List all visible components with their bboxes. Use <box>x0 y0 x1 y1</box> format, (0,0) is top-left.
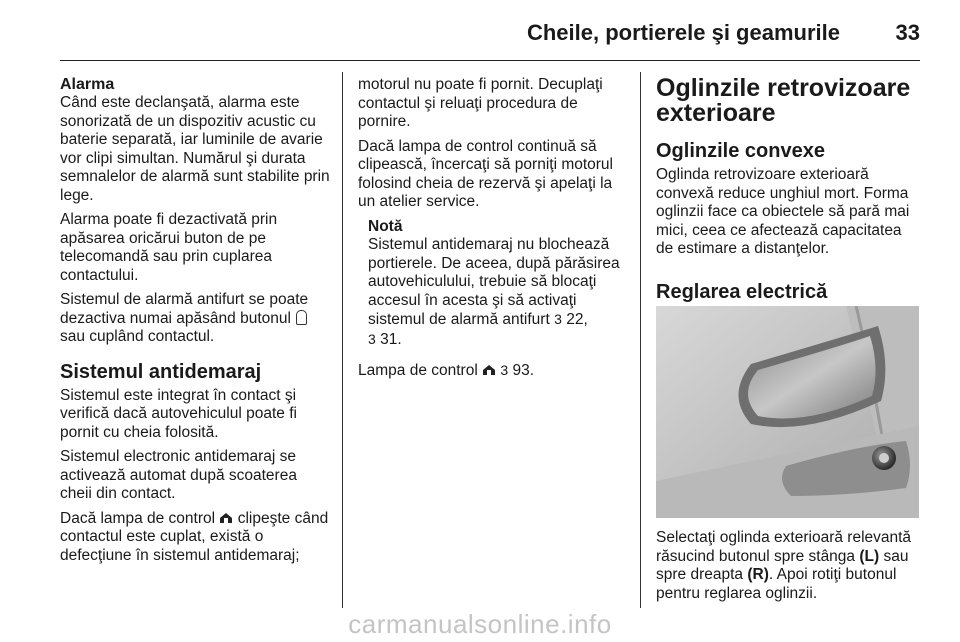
left-key-label: (L) <box>859 547 880 565</box>
mirror-switch-photo <box>656 306 919 518</box>
middle-paragraph-1: motorul nu poate fi pornit. Decuplaţi contactul şi reluaţi procedura de pornire. <box>358 76 603 130</box>
right-column <box>656 76 921 303</box>
convex-mirrors-heading: Oglinzile convexe <box>656 140 825 162</box>
key-button-icon <box>296 310 307 325</box>
caption-part-2: sau spre dreapta <box>656 547 909 583</box>
right-key-label: (R) <box>747 566 769 583</box>
caption-part-1: Selectaţi oglinda exterioară relevantă răsucind butonul spre stânga <box>656 529 912 565</box>
immobiliser-paragraph-3 <box>60 510 332 566</box>
immobiliser-paragraph-3-end: clipeşte când contactul este cuplat, există o defecţiune în sistemul antidemaraj; <box>60 509 329 564</box>
page-ref-93[interactable]: 93. <box>512 362 535 379</box>
ref-arrow-icon: 3 <box>554 311 562 327</box>
page-header <box>60 18 920 58</box>
alarm-heading: Alarma <box>60 76 115 93</box>
page-number: 33 <box>895 20 920 45</box>
alarm-paragraph-1: Când este declanşată, alarma este sonorizată de un dispozitiv acustic cu baterie separată, iar luminile de avarie vor clipi simultan. Numărul şi durata semnalelor de alarmă sunt stabilite prin lege. <box>60 94 330 204</box>
immobiliser-paragraph-3-start: Dacă lampa de control <box>60 509 216 527</box>
page-ref-31[interactable]: 31. <box>380 330 402 348</box>
ref-arrow-icon: 3 <box>500 362 509 378</box>
chapter-title: Cheile, portierele şi geamurile <box>526 20 840 45</box>
note-text: Sistemul antidemaraj nu blochează portierele. De aceea, după părăsirea autovehiculului, trebuie să blocaţi accesul în acesta şi să activaţi sistemul de alarmă antifurt <box>368 236 620 328</box>
immobilizer-lamp-icon <box>219 512 233 524</box>
caption-part-3: . Apoi rotiţi butonul pentru reglarea oglinzii. <box>656 566 897 602</box>
immobilizer-lamp-icon <box>482 364 496 376</box>
middle-column <box>358 76 626 387</box>
electric-adjustment-heading: Reglarea electrică <box>656 280 828 303</box>
column-divider-1 <box>342 72 343 608</box>
page-ref-22[interactable]: 22, <box>566 311 588 328</box>
alarm-paragraph-2: Alarma poate fi dezactivată prin apăsarea oricărui buton de pe telecomandă sau prin cuplarea contactului. <box>60 211 278 284</box>
ref-arrow-icon: 3 <box>368 330 376 347</box>
left-column <box>60 76 332 571</box>
column-divider-2 <box>640 72 641 608</box>
middle-paragraph-3 <box>358 361 626 381</box>
alarm-paragraph-3-start: Sistemul de alarmă antifurt se poate dezactiva numai apăsând butonul <box>60 291 309 327</box>
alarm-paragraph-3-end: sau cuplând contactul. <box>60 328 215 345</box>
note-box <box>368 218 626 350</box>
middle-paragraph-2: Dacă lampa de control continuă să clipească, încercaţi să porniţi motorul folosind cheia de rezervă şi apelaţi la un atelier service. <box>358 137 614 210</box>
convex-mirrors-paragraph: Oglinda retrovizoare exterioară convexă reduce unghiul mort. Forma oglinzii face ca obiectele să pară mai mici, ceea ce afectează capacitatea de estimare a distanţelor. <box>656 166 910 257</box>
control-lamp-text: Lampa de control <box>358 362 478 379</box>
immobiliser-heading: Sistemul antidemaraj <box>60 360 262 383</box>
header-rule <box>60 60 920 61</box>
alarm-paragraph-3 <box>60 291 332 347</box>
mirrors-heading: Oglinzile retrovizoare exterioare <box>656 74 911 127</box>
note-title: Notă <box>368 217 403 235</box>
immobiliser-paragraph-2: Sistemul electronic antidemaraj se activează automat după scoaterea cheii din contact. <box>60 448 297 502</box>
mirror-adjust-caption <box>656 529 921 603</box>
watermark: carmanualsonline.info <box>348 609 612 639</box>
immobiliser-paragraph-1: Sistemul este integrat în contact şi verifică dacă autovehiculul poate fi pornit cu cheia folosită. <box>60 386 297 441</box>
